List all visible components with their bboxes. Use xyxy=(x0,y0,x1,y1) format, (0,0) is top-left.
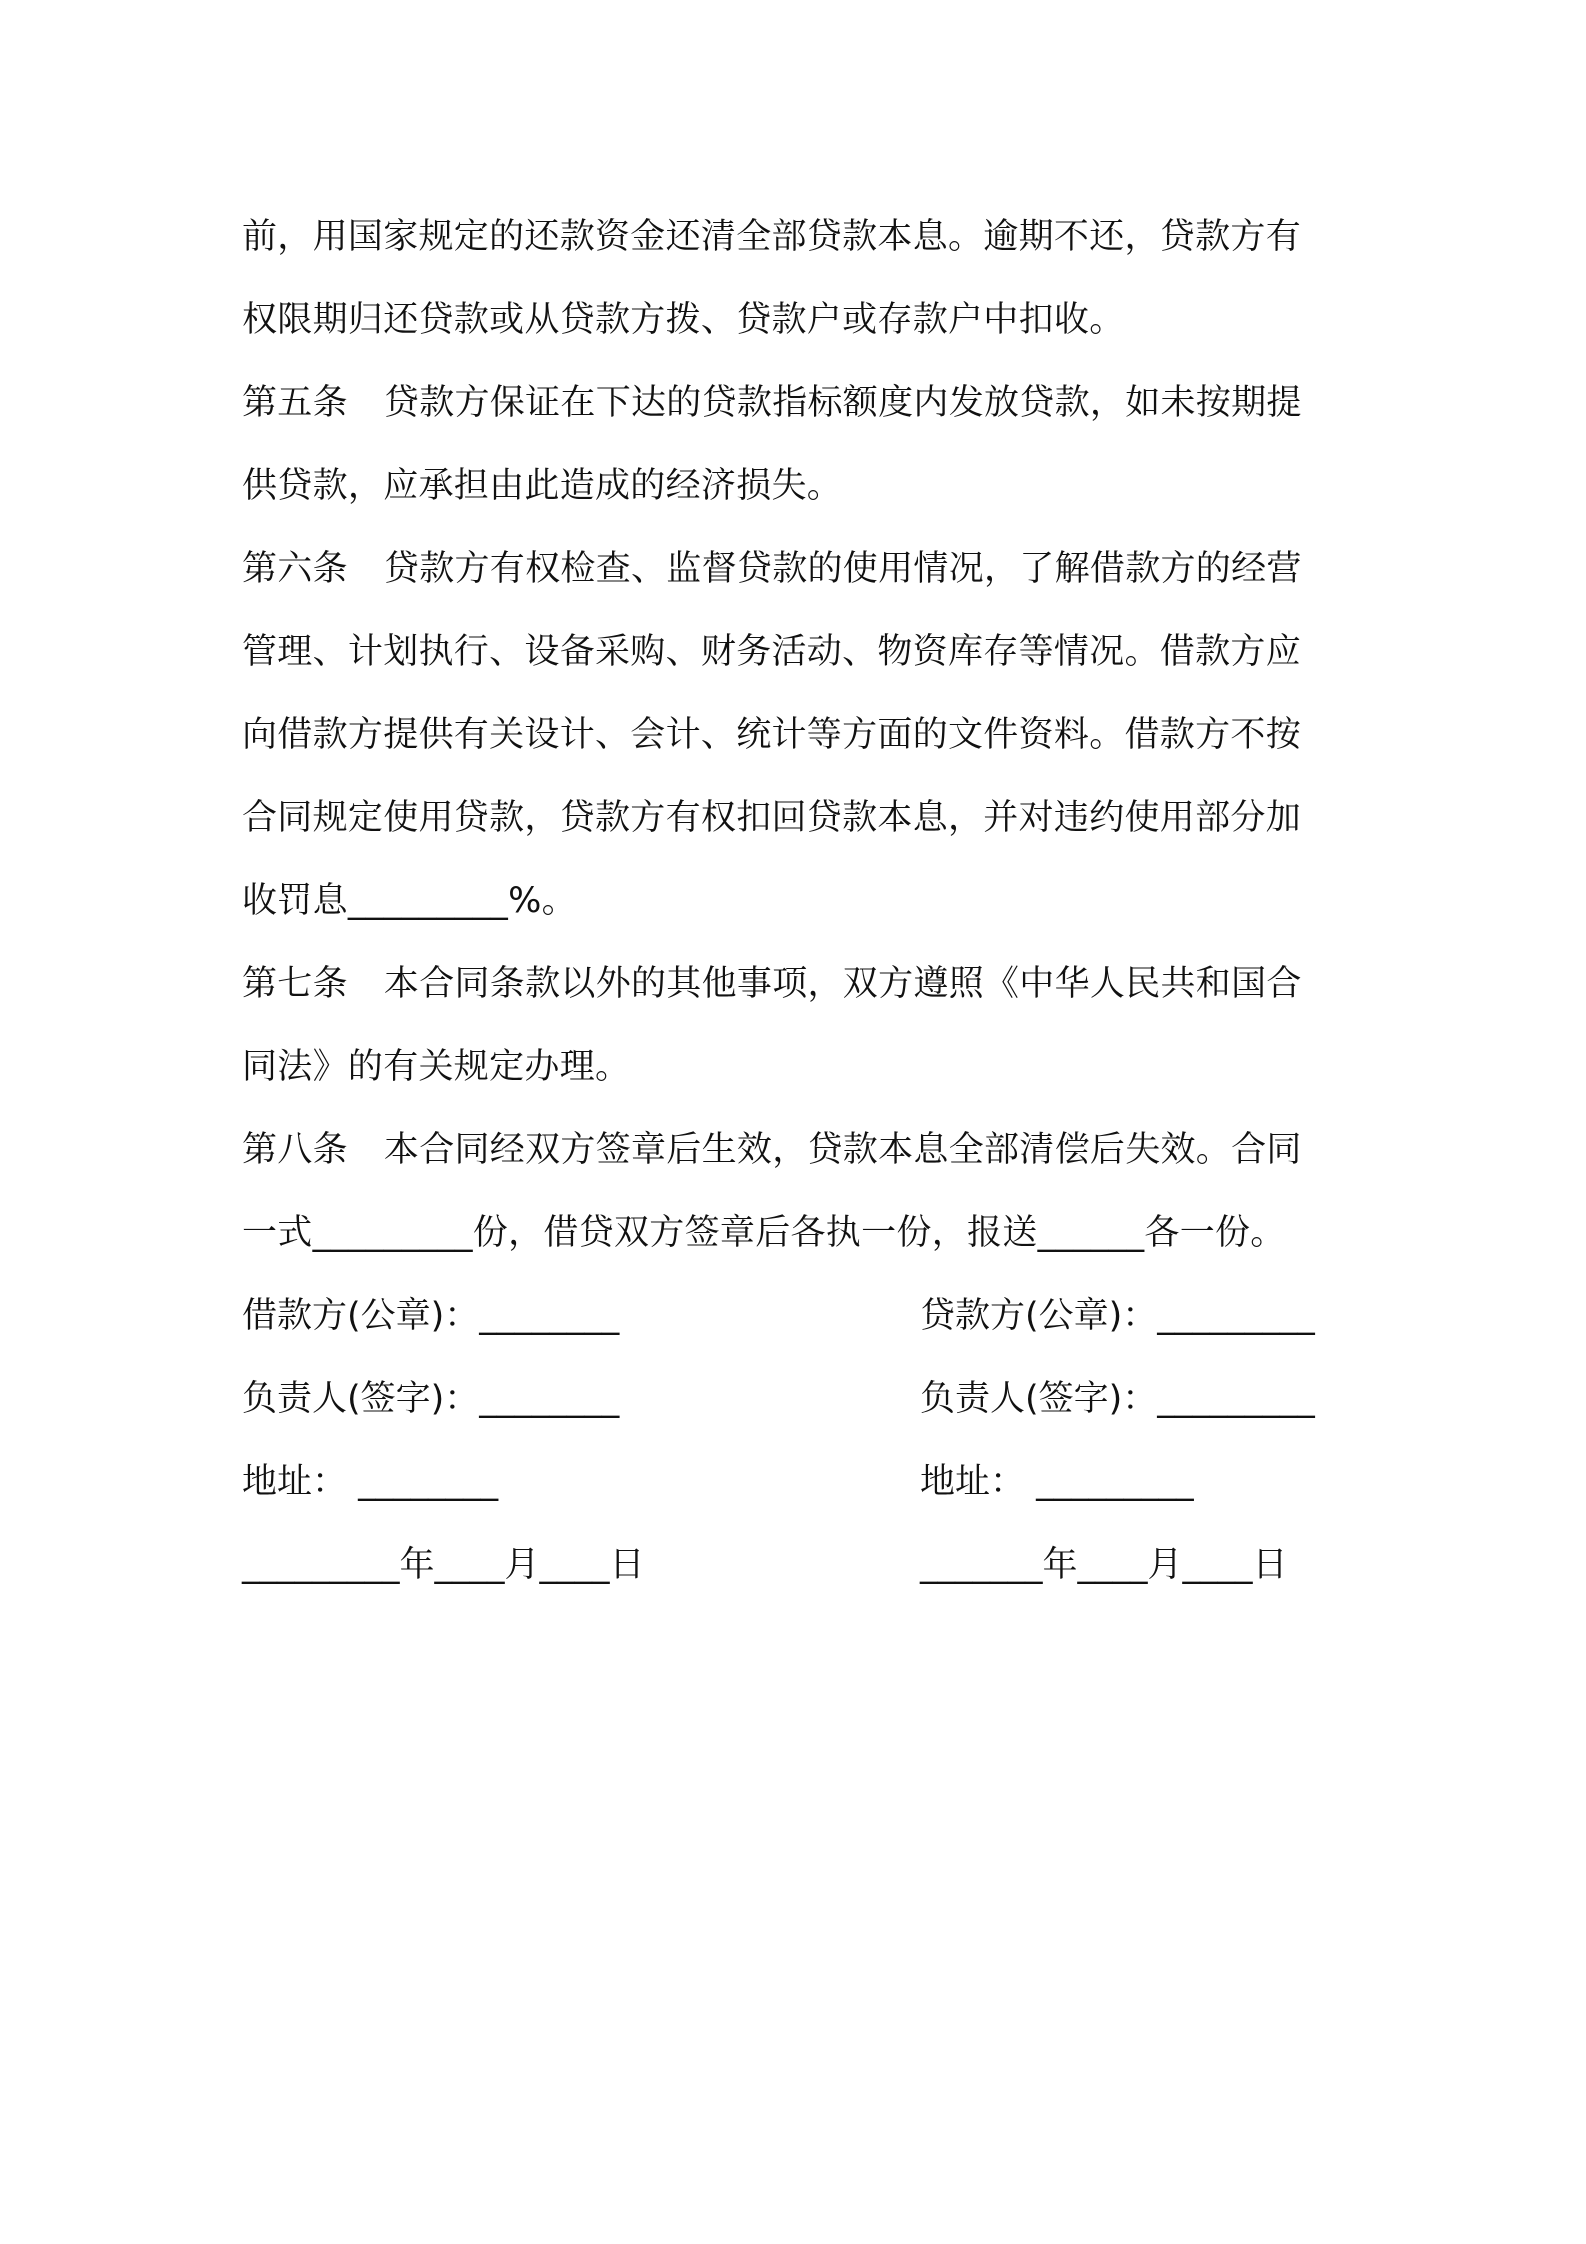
article-number: 第五条 xyxy=(242,383,348,423)
line-text: 供贷款，应承担由此造成的经济损失。 xyxy=(242,466,843,506)
line-text: 合同规定使用贷款，贷款方有权扣回贷款本息，并对违约使用部分加 xyxy=(242,798,1302,838)
body-line xyxy=(242,445,1372,528)
body-line xyxy=(242,611,1372,694)
article-number: 第八条 xyxy=(242,1130,348,1170)
article-8-line xyxy=(242,1109,1372,1192)
contract-body xyxy=(242,196,1372,1275)
article-number: 第六条 xyxy=(242,549,348,589)
body-line xyxy=(242,777,1372,860)
lender-representative-field: 负责人(签字)：_________ xyxy=(920,1379,1315,1419)
line-text: 本合同条款以外的其他事项，双方遵照《中华人民共和国合 xyxy=(383,964,1302,1004)
line-text: 贷款方有权检查、监督贷款的使用情况，了解借款方的经营 xyxy=(383,549,1302,589)
borrower-representative-field: 负责人(签字)：________ xyxy=(242,1379,620,1419)
body-line xyxy=(242,1192,1372,1275)
line-text: 本合同经双方签章后生效，贷款本息全部清偿后失效。合同 xyxy=(383,1130,1302,1170)
seal-row xyxy=(242,1275,1372,1358)
body-line xyxy=(242,860,1372,943)
line-text: 权限期归还贷款或从贷款方拨、贷款户或存款户中扣收。 xyxy=(242,300,1125,340)
body-line xyxy=(242,279,1372,362)
address-row xyxy=(242,1441,1372,1524)
line-text: 同法》的有关规定办理。 xyxy=(242,1047,631,1087)
body-line xyxy=(242,196,1372,279)
body-line xyxy=(242,1026,1372,1109)
borrower-address-field: 地址： ________ xyxy=(242,1462,499,1502)
article-number: 第七条 xyxy=(242,964,348,1004)
borrower-seal-field: 借款方(公章)：________ xyxy=(242,1296,620,1336)
line-text: 一式_________份，借贷双方签章后各执一份，报送______各一份。 xyxy=(242,1213,1286,1253)
article-5-line xyxy=(242,362,1372,445)
article-7-line xyxy=(242,943,1372,1026)
lender-date-field: _______年____月____日 xyxy=(920,1545,1288,1585)
article-6-line xyxy=(242,528,1372,611)
lender-seal-field: 贷款方(公章)：_________ xyxy=(920,1296,1315,1336)
borrower-date-field: _________年____月____日 xyxy=(242,1545,645,1585)
line-text: 贷款方保证在下达的贷款指标额度内发放贷款，如未按期提 xyxy=(383,383,1302,423)
representative-row xyxy=(242,1358,1372,1441)
line-text: 向借款方提供有关设计、会计、统计等方面的文件资料。借款方不按 xyxy=(242,715,1302,755)
lender-address-field: 地址： _________ xyxy=(920,1462,1194,1502)
line-text: 前，用国家规定的还款资金还清全部贷款本息。逾期不还，贷款方有 xyxy=(242,217,1302,257)
line-text: 管理、计划执行、设备采购、财务活动、物资库存等情况。借款方应 xyxy=(242,632,1302,672)
line-text: 收罚息_________%。 xyxy=(242,881,577,921)
date-row xyxy=(242,1524,1372,1607)
body-line xyxy=(242,694,1372,777)
